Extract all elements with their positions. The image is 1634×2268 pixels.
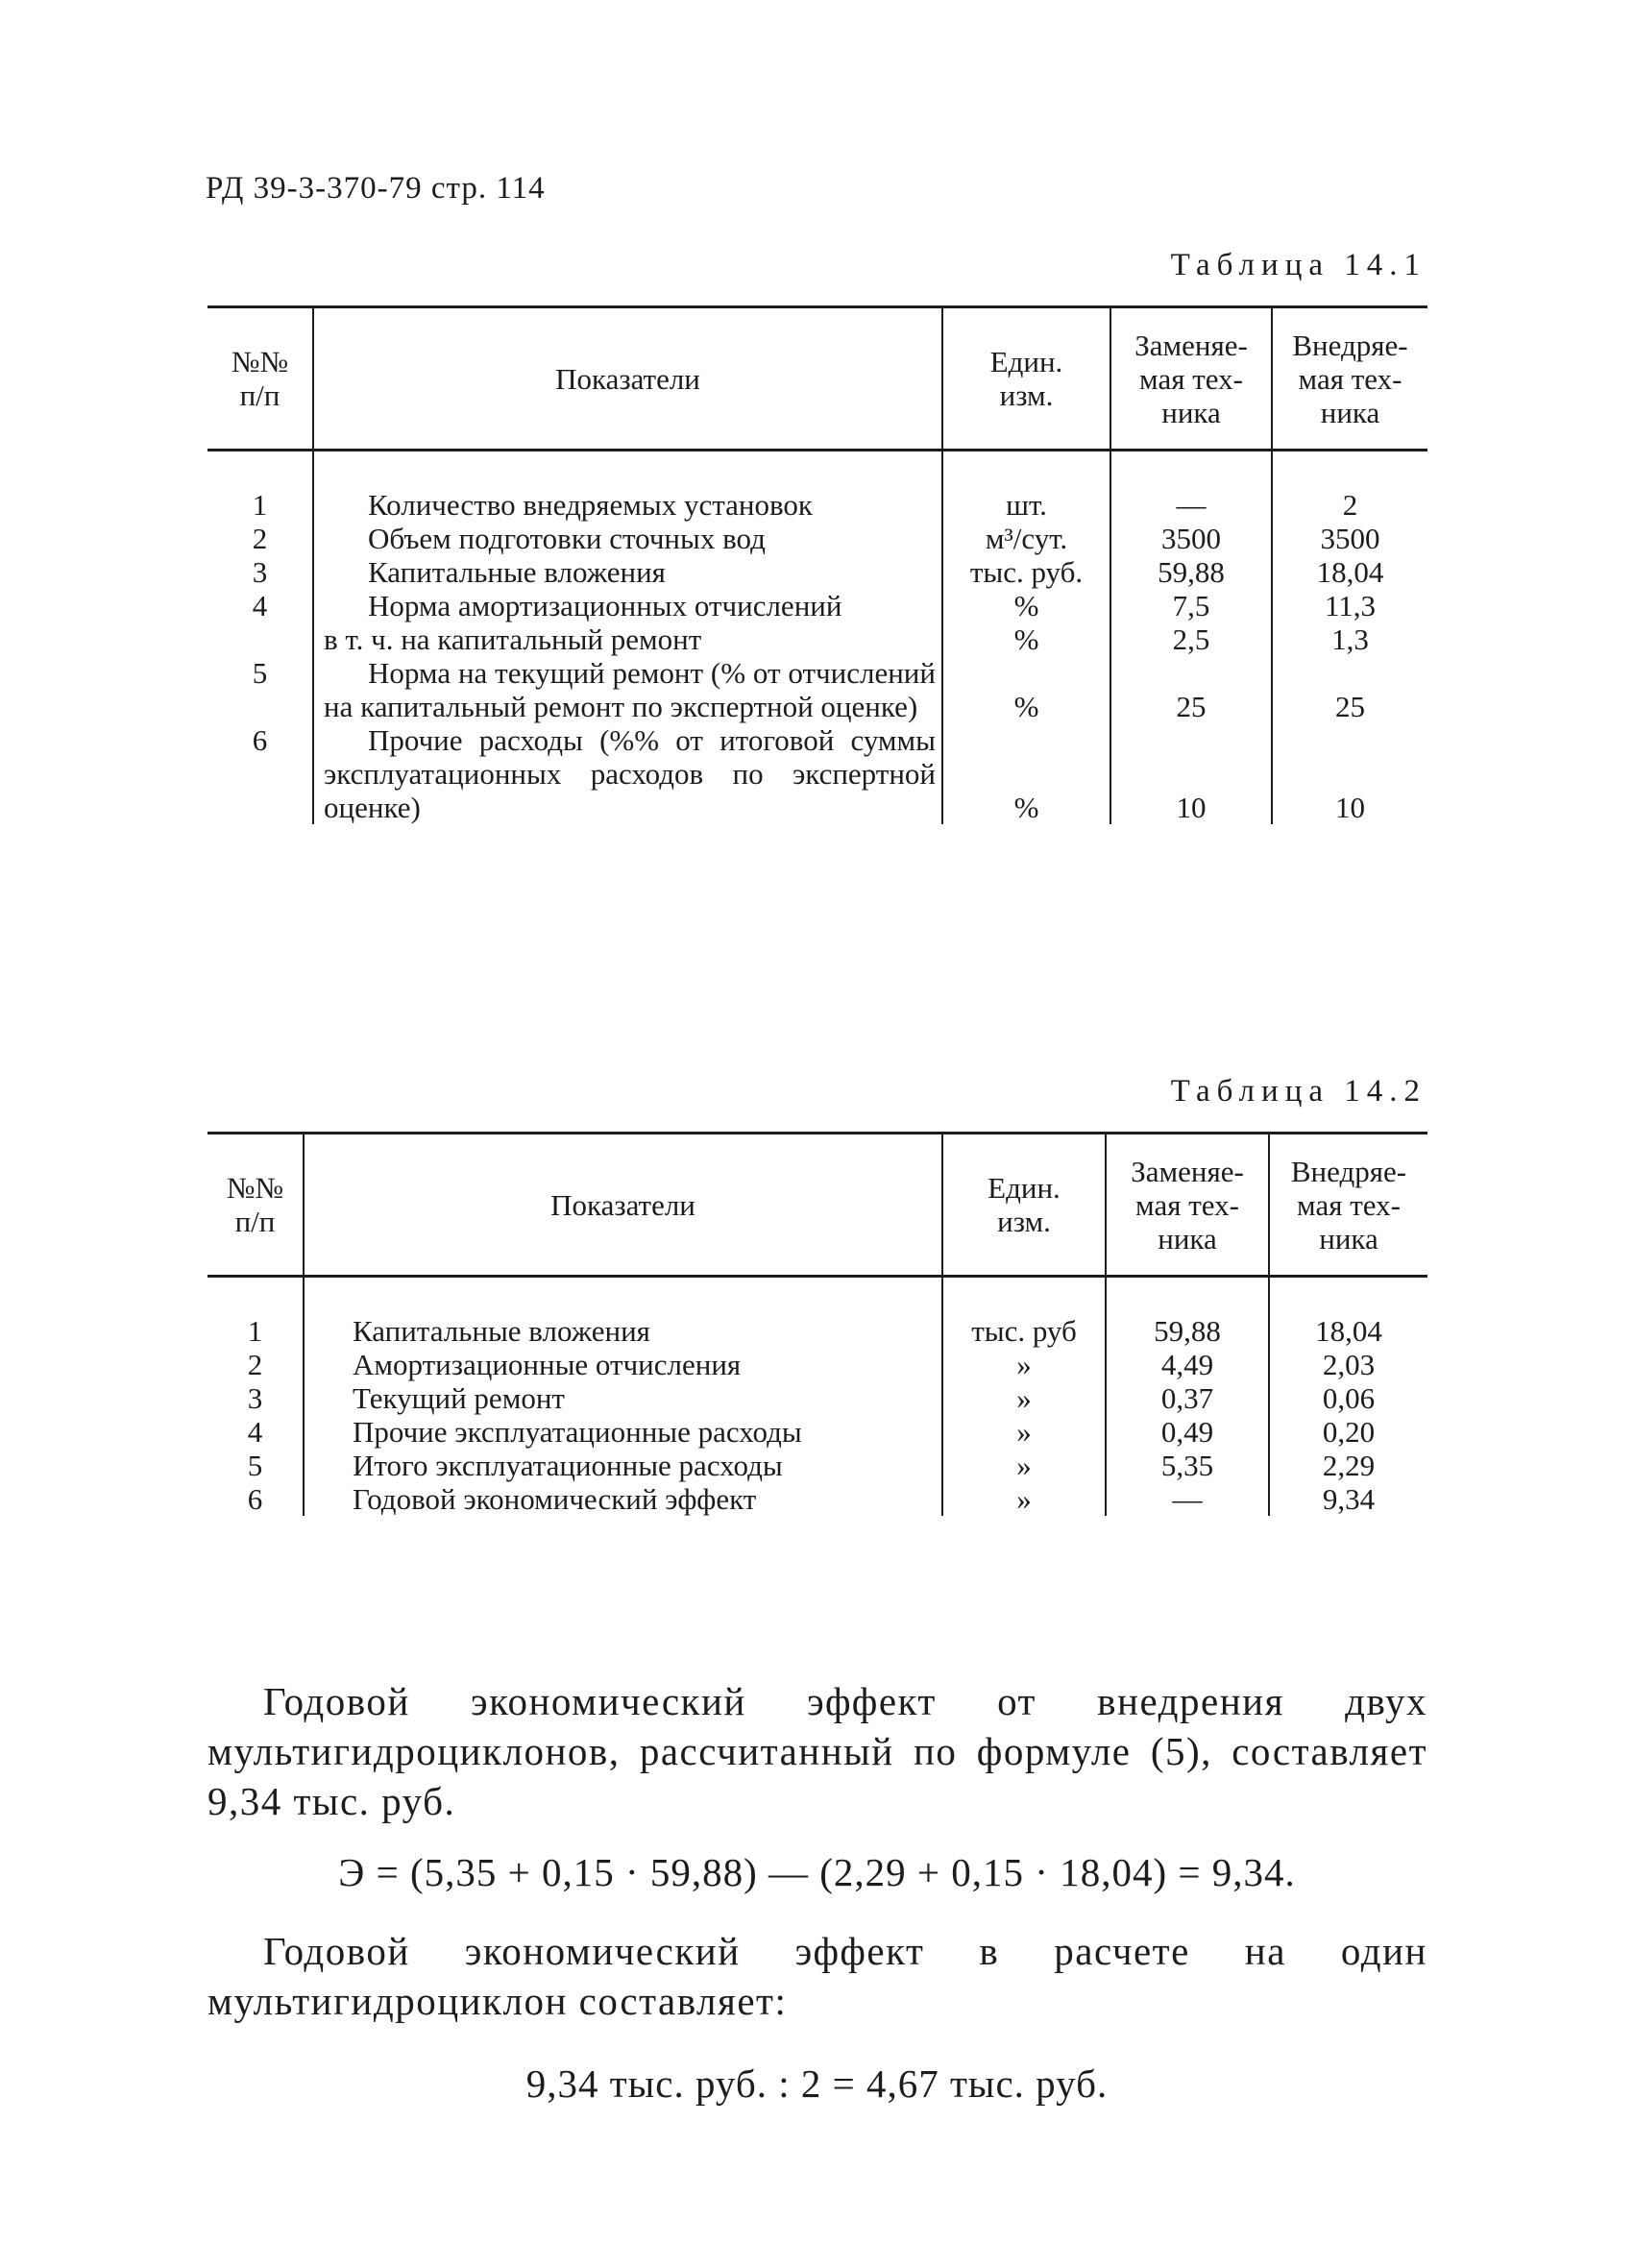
- row-replaced: 59,88: [1106, 1314, 1269, 1348]
- formula-per-unit: 9,34 тыс. руб. : 2 = 4,67 тыс. руб.: [525, 2061, 1109, 2106]
- table-1-header-num: №№ п/п: [207, 308, 313, 451]
- row-indicator: [313, 589, 942, 622]
- row-replaced: 0,37: [1106, 1381, 1269, 1415]
- row-num: 4: [252, 589, 268, 622]
- row-num: 3: [247, 1381, 263, 1415]
- row-indicator: [313, 522, 942, 555]
- row-num: 6: [252, 723, 268, 757]
- row-introduced: 2,03: [1269, 1348, 1427, 1381]
- row-num: 2: [247, 1348, 263, 1381]
- row-unit: »: [942, 1415, 1106, 1449]
- table-1-header-indicator: Показатели: [313, 308, 942, 451]
- row-indicator: [304, 1381, 942, 1415]
- row-indicator-text: Амортизационные отчисления: [353, 1348, 742, 1381]
- row-introduced: 2,29: [1269, 1449, 1427, 1482]
- formula-effect: Э = (5,35 + 0,15 · 59,88) — (2,29 + 0,15 · 18,04) = 9,34.: [338, 1850, 1296, 1894]
- row-replaced: 0,49: [1106, 1415, 1269, 1449]
- table-2-header-indicator: Показатели: [304, 1134, 942, 1277]
- row-indicator: [313, 723, 942, 824]
- row-num: 6: [247, 1482, 263, 1516]
- row-unit: »: [942, 1449, 1106, 1482]
- row-introduced: 3500: [1272, 522, 1427, 555]
- table-row: [207, 589, 1427, 622]
- row-unit: »: [942, 1482, 1106, 1516]
- row-replaced: 5,35: [1106, 1449, 1269, 1482]
- row-introduced: 1,3: [1272, 622, 1427, 656]
- row-indicator-text: Капитальные вложения: [368, 555, 666, 589]
- row-unit: %: [942, 589, 1110, 622]
- row-indicator-text: Норма на текущий ремонт (% от отчислений на капитальный ремонт по экспертной оценке): [324, 656, 936, 723]
- row-introduced: 9,34: [1269, 1482, 1427, 1516]
- row-replaced: —: [1110, 488, 1272, 522]
- table-1: [207, 305, 1427, 824]
- row-introduced: 11,3: [1272, 589, 1427, 622]
- row-indicator-text: Количество внедряемых установок: [368, 488, 813, 522]
- table-1-header-unit: Един. изм.: [942, 308, 1110, 451]
- row-introduced: 25: [1272, 656, 1427, 723]
- paragraph-per-unit: [207, 1926, 1427, 2026]
- row-indicator: [304, 1314, 942, 1348]
- table-row: [207, 1482, 1427, 1516]
- table-2-caption: Таблица 14.2: [1170, 1074, 1427, 1109]
- table-row: [207, 488, 1427, 522]
- row-replaced: 25: [1110, 656, 1272, 723]
- document-header: РД 39-3-370-79 стр. 114: [206, 171, 546, 206]
- row-indicator: [304, 1482, 942, 1516]
- table-1-header-replaced: Заменяе- мая тех- ника: [1110, 308, 1272, 451]
- row-indicator: [304, 1449, 942, 1482]
- row-indicator-text: Объем подготовки сточных вод: [368, 522, 766, 555]
- row-replaced: —: [1106, 1482, 1269, 1516]
- row-indicator-text: Прочие расходы (%% от итоговой суммы эксплуатационных расходов по экспертной оценке): [324, 723, 936, 824]
- row-indicator: [313, 488, 942, 522]
- row-unit: %: [942, 622, 1110, 656]
- row-replaced: 3500: [1110, 522, 1272, 555]
- row-replaced: 2,5: [1110, 622, 1272, 656]
- row-introduced: 18,04: [1272, 555, 1427, 589]
- row-num: 1: [252, 488, 268, 522]
- row-introduced: 0,06: [1269, 1381, 1427, 1415]
- row-unit: тыс. руб: [942, 1314, 1106, 1348]
- row-num: [207, 622, 313, 656]
- table-1-header-introduced: Внедряе- мая тех- ника: [1272, 308, 1427, 451]
- table-row: [207, 1348, 1427, 1381]
- row-num: 4: [247, 1415, 263, 1449]
- row-num: 5: [252, 656, 268, 690]
- row-num: 3: [252, 555, 268, 589]
- table-row: [207, 622, 1427, 656]
- table-row: [207, 1381, 1427, 1415]
- row-introduced: 2: [1272, 488, 1427, 522]
- table-2-header-introduced: Внедряе- мая тех- ника: [1269, 1134, 1427, 1277]
- table-row: [207, 522, 1427, 555]
- row-introduced: 18,04: [1269, 1314, 1427, 1348]
- row-unit: »: [942, 1381, 1106, 1415]
- row-indicator-text: Годовой экономический эффект: [353, 1482, 757, 1516]
- row-replaced: 59,88: [1110, 555, 1272, 589]
- table-1-caption: Таблица 14.1: [1170, 248, 1427, 282]
- table-row: [207, 1449, 1427, 1482]
- table-row: [207, 656, 1427, 723]
- row-indicator-text: Капитальные вложения: [353, 1314, 650, 1348]
- row-indicator-text: Текущий ремонт: [353, 1381, 565, 1415]
- table-row: [207, 723, 1427, 824]
- row-num: 1: [247, 1314, 263, 1348]
- row-indicator-text: Норма амортизационных отчислений: [368, 589, 842, 622]
- row-indicator-text: Прочие эксплуатационные расходы: [353, 1415, 802, 1449]
- table-2-header-unit: Един. изм.: [942, 1134, 1106, 1277]
- row-unit: »: [942, 1348, 1106, 1381]
- paragraph-1: Годовой экономический эффект от внедрения двух мультигидроциклонов, рассчитанный по формуле (5), составляет 9,34 тыс. руб.: [207, 1679, 1427, 1823]
- row-num: 5: [247, 1449, 263, 1482]
- row-indicator: [304, 1415, 942, 1449]
- table-2: [207, 1132, 1427, 1516]
- table-2-header-num: №№ п/п: [207, 1134, 304, 1277]
- row-indicator: [313, 656, 942, 723]
- table-row: [207, 1314, 1427, 1348]
- row-num: 2: [252, 522, 268, 555]
- row-unit: м³/сут.: [942, 522, 1110, 555]
- row-unit: тыс. руб.: [942, 555, 1110, 589]
- paragraph-2: Годовой экономический эффект в расчете на один мультигидроциклон составляет:: [207, 1929, 1427, 2023]
- table-2-header-replaced: Заменяе- мая тех- ника: [1106, 1134, 1269, 1277]
- row-indicator-text: в т. ч. на капитальный ремонт: [324, 622, 702, 656]
- row-unit: шт.: [942, 488, 1110, 522]
- row-unit: %: [942, 723, 1110, 824]
- row-unit: %: [942, 656, 1110, 723]
- table-row: [207, 555, 1427, 589]
- row-indicator: [313, 622, 942, 656]
- table-row: [207, 1415, 1427, 1449]
- row-replaced: 4,49: [1106, 1348, 1269, 1381]
- row-replaced: 7,5: [1110, 589, 1272, 622]
- row-replaced: 10: [1110, 723, 1272, 824]
- row-introduced: 10: [1272, 723, 1427, 824]
- paragraph-economic-effect: [207, 1676, 1427, 1826]
- row-indicator: [304, 1348, 942, 1381]
- row-introduced: 0,20: [1269, 1415, 1427, 1449]
- row-indicator: [313, 555, 942, 589]
- row-indicator-text: Итого эксплуатационные расходы: [353, 1449, 783, 1482]
